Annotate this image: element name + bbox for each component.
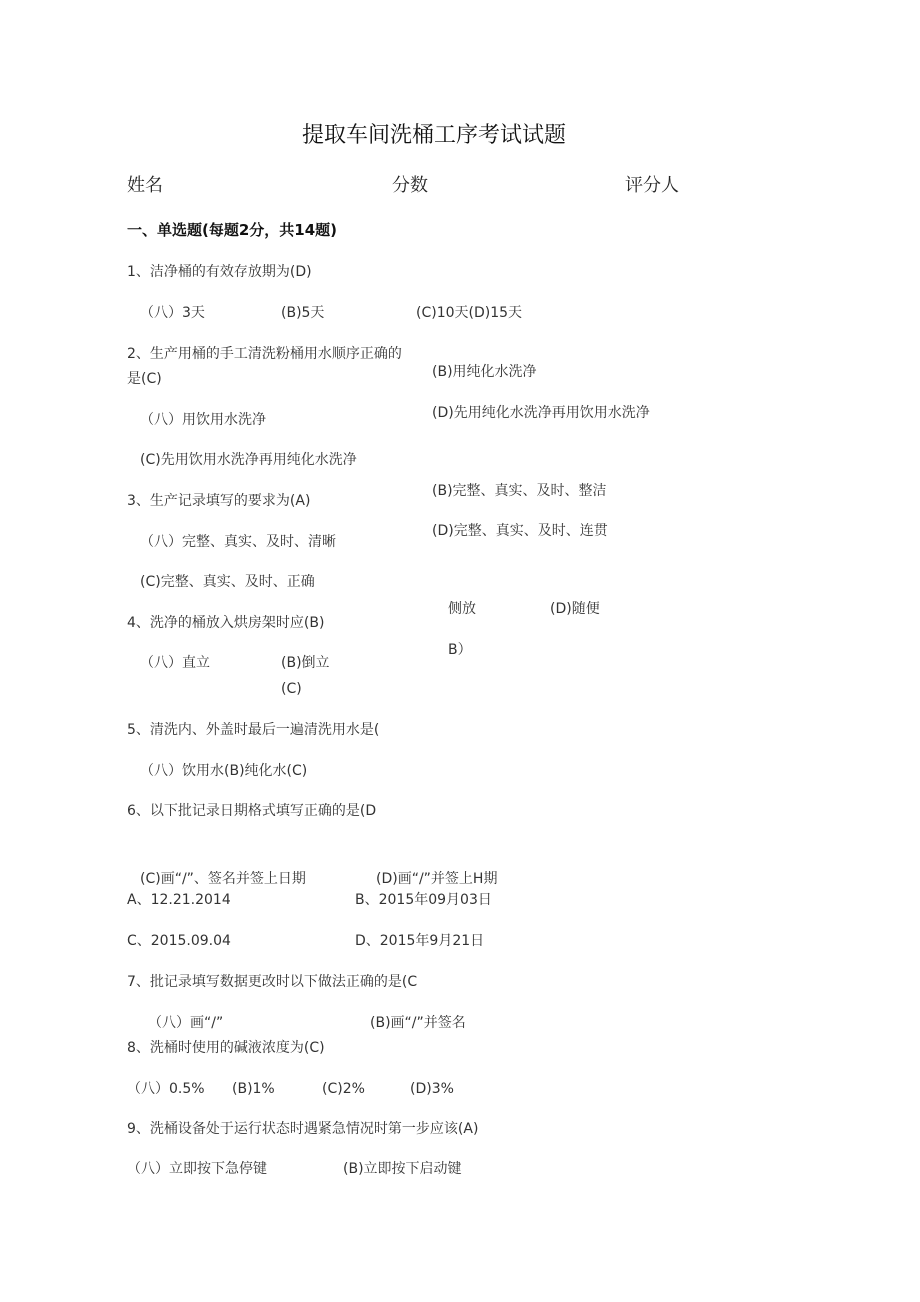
q2-option-d: (D)先用纯化水洗净再用饮用水洗净 [432,405,650,421]
q2-option-a: （八）用饮用水洗净 [140,412,266,428]
q9-option-a: （八）立即按下急停键 [127,1161,267,1177]
q2-option-c: (C)先用饮用水洗净再用纯化水洗净 [140,452,357,468]
q4-option-c: (C) [281,681,302,697]
q1-stem: 1、洁净桶的有效存放期为(D) [127,264,312,280]
q9-stem: 9、洗桶设备处于运行状态时遇紧急情况时第一步应该(A) [127,1121,479,1137]
q6-option-d: (D)画“/”并签上H期 [376,871,498,887]
q4-option-d: (D)随便 [550,601,600,617]
q2-stem-line1: 2、生产用桶的手工清洗粉桶用水顺序正确的 [127,346,402,362]
q2-option-b: (B)用纯化水洗净 [432,364,537,380]
q4-option-c-text: 侧放 [448,601,476,617]
q7-stem: 7、批记录填写数据更改时以下做法正确的是(C [127,974,418,990]
q8-option-d: (D)3% [410,1081,454,1097]
q4-option-a: （八）直立 [140,655,210,671]
q7-option-a: （八）画“/” [148,1015,224,1031]
page-title: 提取车间洗桶工序考试试题 [302,123,567,148]
q6-choice-b: B、2015年09月03日 [355,892,492,908]
section-heading: 一、单选题(每题2分，共14题) [127,221,338,239]
q9-option-b: (B)立即按下启动键 [343,1161,462,1177]
q6-choice-a: A、12.21.2014 [127,892,231,908]
q8-stem: 8、洗桶时使用的碱液浓度为(C) [127,1040,325,1056]
q3-option-c: (C)完整、真实、及时、正确 [140,574,315,590]
q4-stray-text: B） [448,642,472,658]
q7-option-b: (B)画“/”并签名 [370,1015,466,1031]
q8-option-c: (C)2% [322,1081,365,1097]
q5-stem: 5、清洗内、外盖时最后一遍清洗用水是( [127,722,380,738]
q6-stem: 6、以下批记录日期格式填写正确的是(D [127,803,377,819]
q6-choice-c: C、2015.09.04 [127,933,231,949]
q4-stem: 4、洗净的桶放入烘房架时应(B) [127,615,325,631]
score-label: 分数 [392,175,428,196]
q1-option-b: (B)5天 [281,305,325,321]
q3-option-a: （八）完整、真实、及时、清晰 [140,534,336,550]
name-label: 姓名 [127,175,163,196]
q5-options: （八）饮用水(B)纯化水(C) [140,763,308,779]
q3-stem: 3、生产记录填写的要求为(A) [127,493,311,509]
grader-label: 评分人 [625,175,679,196]
q4-option-b: (B)倒立 [281,655,330,671]
q2-stem-line2: 是(C) [127,371,162,387]
q8-option-a: （八）0.5% [127,1081,205,1097]
q1-option-cd: (C)10天(D)15天 [416,305,523,321]
q8-option-b: (B)1% [232,1081,275,1097]
q1-option-a: （八）3天 [140,305,205,321]
q3-option-b: (B)完整、真实、及时、整洁 [432,483,607,499]
q6-option-c: (C)画“/”、签名并签上日期 [140,871,306,887]
q6-choice-d: D、2015年9月21日 [355,933,485,949]
q3-option-d: (D)完整、真实、及时、连贯 [432,523,608,539]
